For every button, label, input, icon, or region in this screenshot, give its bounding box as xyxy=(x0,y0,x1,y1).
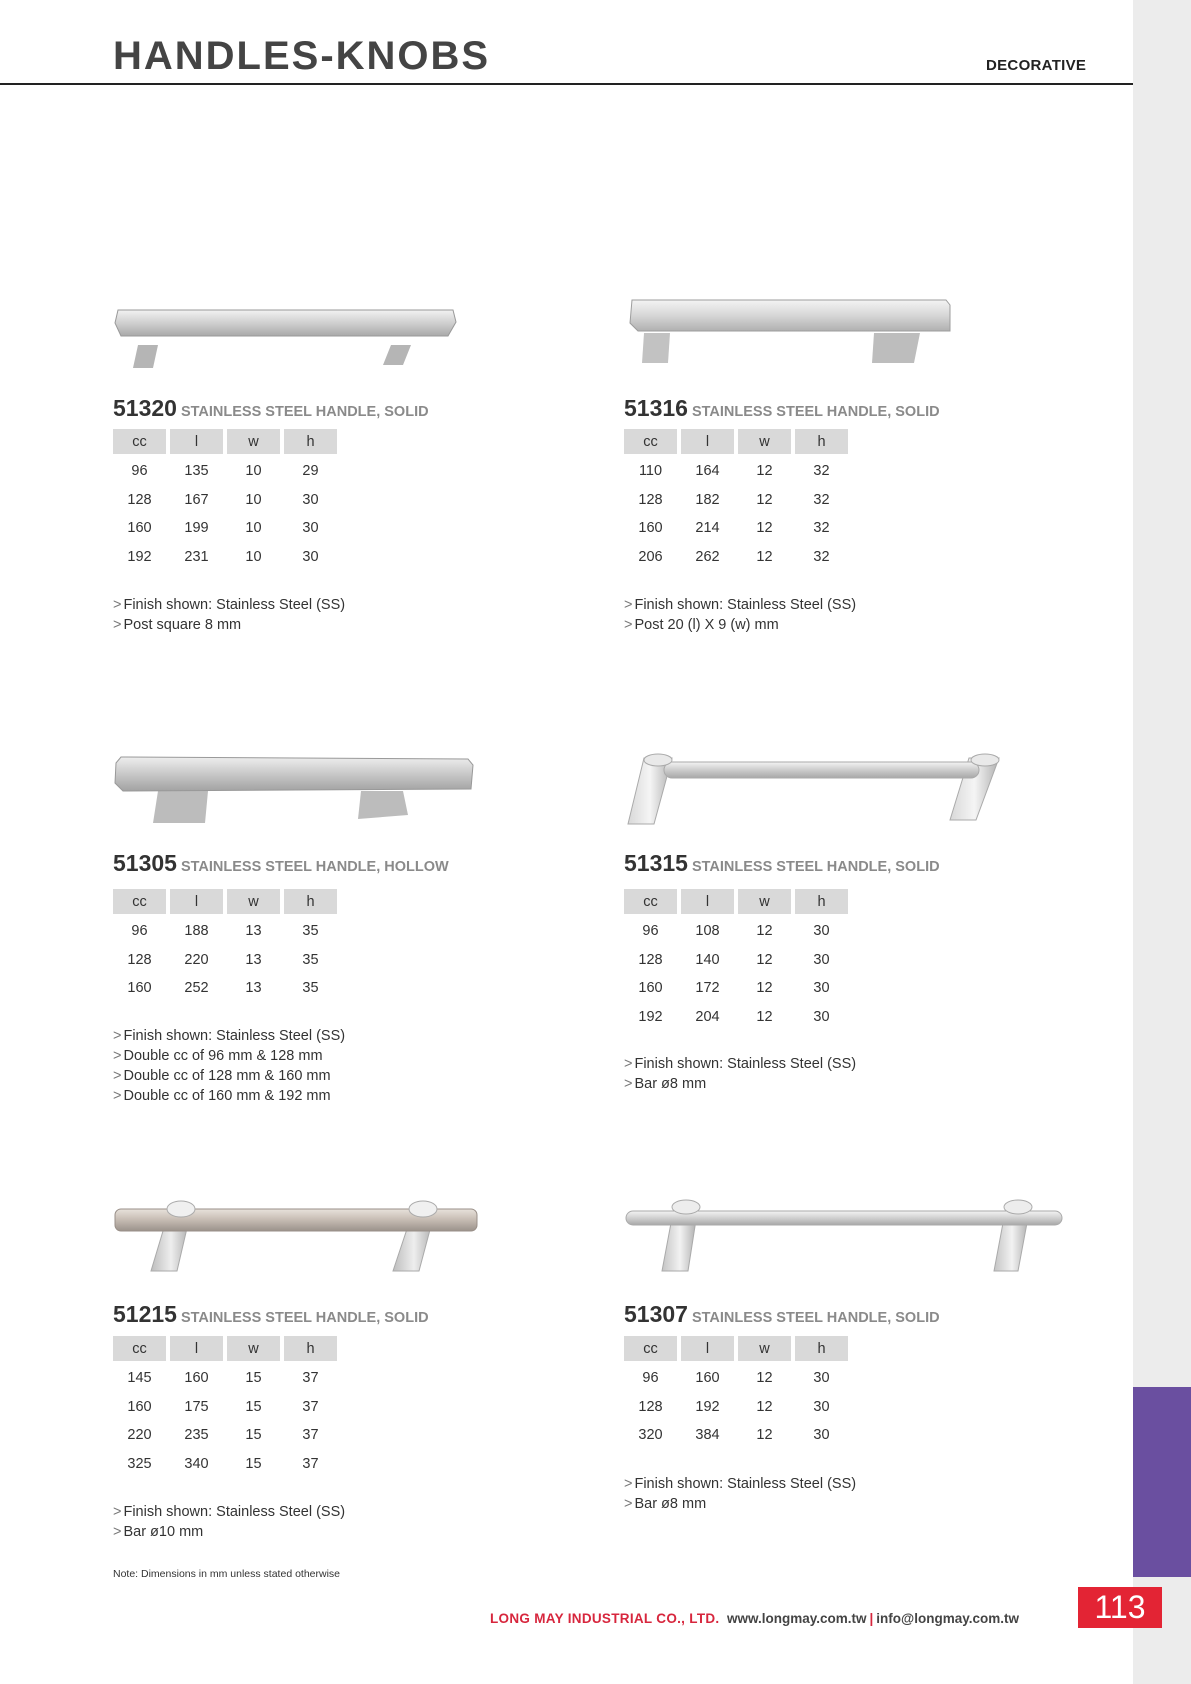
col-header-cc: cc xyxy=(624,889,677,914)
email-link[interactable]: info@longmay.com.tw xyxy=(876,1611,1019,1626)
col-header-cc: cc xyxy=(113,1336,166,1361)
product-notes xyxy=(113,1026,345,1106)
product-title xyxy=(624,395,940,422)
note-item: > Bar ø10 mm xyxy=(113,1524,204,1540)
col-header-w: w xyxy=(227,889,280,914)
table-row: 192 204 12 30 xyxy=(638,1008,830,1025)
contact-separator: | xyxy=(869,1611,874,1626)
note-item: > Double cc of 160 mm & 192 mm xyxy=(113,1088,331,1104)
product-code: 51315 xyxy=(624,850,688,876)
col-header-h: h xyxy=(795,1336,848,1361)
product-code: 51215 xyxy=(113,1301,177,1327)
product-photo-51307 xyxy=(624,1195,1024,1305)
product-description: STAINLESS STEEL HANDLE, SOLID xyxy=(691,859,940,875)
dimensions-note: Note: Dimensions in mm unless stated otherwise xyxy=(113,1568,341,1580)
product-description: STAINLESS STEEL HANDLE, SOLID xyxy=(691,1310,940,1326)
website-link[interactable]: www.longmay.com.tw xyxy=(727,1611,867,1626)
table-row: 96 160 12 30 xyxy=(642,1370,830,1387)
table-row: 220 235 15 37 xyxy=(127,1427,319,1444)
table-row: 160 214 12 32 xyxy=(638,520,830,537)
product-notes xyxy=(624,1474,856,1514)
col-header-l: l xyxy=(681,1336,734,1361)
note-item: > Double cc of 128 mm & 160 mm xyxy=(113,1068,331,1084)
product-code: 51305 xyxy=(113,850,177,876)
table-row: 206 262 12 32 xyxy=(638,548,830,565)
product-title xyxy=(624,1301,940,1328)
table-row: 128 220 13 35 xyxy=(127,951,319,968)
col-header-l: l xyxy=(170,889,223,914)
note-item: > Post 20 (l) X 9 (w) mm xyxy=(624,617,779,633)
col-header-w: w xyxy=(738,889,791,914)
spec-table xyxy=(620,889,852,1031)
table-row: 325 340 15 37 xyxy=(127,1455,319,1472)
col-header-h: h xyxy=(795,889,848,914)
product-title xyxy=(113,1301,429,1328)
product-notes xyxy=(624,1054,856,1094)
product-notes xyxy=(113,595,345,635)
product-photo-51215 xyxy=(113,1195,513,1305)
product-title xyxy=(624,850,940,877)
col-header-cc: cc xyxy=(113,889,166,914)
table-row: 128 140 12 30 xyxy=(638,951,830,968)
spec-table xyxy=(109,889,341,1003)
col-header-w: w xyxy=(738,429,791,454)
product-description: STAINLESS STEEL HANDLE, SOLID xyxy=(180,1310,429,1326)
note-item: > Finish shown: Stainless Steel (SS) xyxy=(113,1028,346,1044)
col-header-w: w xyxy=(227,429,280,454)
table-row: 192 231 10 30 xyxy=(127,548,319,565)
col-header-w: w xyxy=(227,1336,280,1361)
col-header-h: h xyxy=(795,429,848,454)
col-header-h: h xyxy=(284,889,337,914)
table-row: 320 384 12 30 xyxy=(638,1427,830,1444)
spec-table xyxy=(620,1336,852,1450)
product-title xyxy=(113,850,449,877)
table-row: 96 188 13 35 xyxy=(131,923,319,940)
product-title xyxy=(113,395,429,422)
table-row: 96 108 12 30 xyxy=(642,923,830,940)
col-header-l: l xyxy=(681,889,734,914)
product-notes xyxy=(624,595,856,635)
table-row: 145 160 15 37 xyxy=(127,1370,319,1387)
col-header-l: l xyxy=(681,429,734,454)
product-photo-51316 xyxy=(624,295,1024,405)
table-row: 160 175 15 37 xyxy=(127,1398,319,1415)
col-header-cc: cc xyxy=(624,1336,677,1361)
spec-table xyxy=(620,429,852,571)
page-title: HANDLES-KNOBS xyxy=(113,34,491,78)
col-header-w: w xyxy=(738,1336,791,1361)
note-item: > Finish shown: Stainless Steel (SS) xyxy=(624,1056,857,1072)
section-color-tab xyxy=(1133,1387,1191,1577)
col-header-l: l xyxy=(170,429,223,454)
product-code: 51320 xyxy=(113,395,177,421)
table-row: 96 135 10 29 xyxy=(131,463,319,480)
col-header-h: h xyxy=(284,429,337,454)
note-item: > Bar ø8 mm xyxy=(624,1496,707,1512)
spec-table xyxy=(109,1336,341,1478)
col-header-cc: cc xyxy=(113,429,166,454)
note-item: > Bar ø8 mm xyxy=(624,1076,707,1092)
col-header-h: h xyxy=(284,1336,337,1361)
table-row: 160 172 12 30 xyxy=(638,980,830,997)
product-code: 51316 xyxy=(624,395,688,421)
col-header-l: l xyxy=(170,1336,223,1361)
contact-line xyxy=(727,1611,1019,1626)
spec-table xyxy=(109,429,341,571)
table-row: 160 252 13 35 xyxy=(127,980,319,997)
note-item: > Double cc of 96 mm & 128 mm xyxy=(113,1048,323,1064)
product-description: STAINLESS STEEL HANDLE, HOLLOW xyxy=(180,859,449,875)
product-photo-51320 xyxy=(113,295,513,405)
table-row: 110 164 12 32 xyxy=(638,463,830,480)
product-description: STAINLESS STEEL HANDLE, SOLID xyxy=(180,404,429,420)
table-row: 128 192 12 30 xyxy=(638,1398,830,1415)
col-header-cc: cc xyxy=(624,429,677,454)
note-item: > Post square 8 mm xyxy=(113,617,242,633)
product-photo-51305 xyxy=(113,753,513,863)
company-name: LONG MAY INDUSTRIAL CO., LTD. xyxy=(490,1611,720,1626)
product-description: STAINLESS STEEL HANDLE, SOLID xyxy=(691,404,940,420)
category-label: DECORATIVE xyxy=(986,57,1087,74)
note-item: > Finish shown: Stainless Steel (SS) xyxy=(624,597,857,613)
note-item: > Finish shown: Stainless Steel (SS) xyxy=(113,1504,346,1520)
header-divider xyxy=(0,83,1133,85)
product-code: 51307 xyxy=(624,1301,688,1327)
table-row: 128 167 10 30 xyxy=(127,491,319,508)
page-number: 113 xyxy=(1078,1587,1162,1628)
table-row: 160 199 10 30 xyxy=(127,520,319,537)
product-photo-51315 xyxy=(624,748,1024,858)
table-row: 128 182 12 32 xyxy=(638,491,830,508)
product-notes xyxy=(113,1502,345,1542)
note-item: > Finish shown: Stainless Steel (SS) xyxy=(624,1476,857,1492)
note-item: > Finish shown: Stainless Steel (SS) xyxy=(113,597,346,613)
